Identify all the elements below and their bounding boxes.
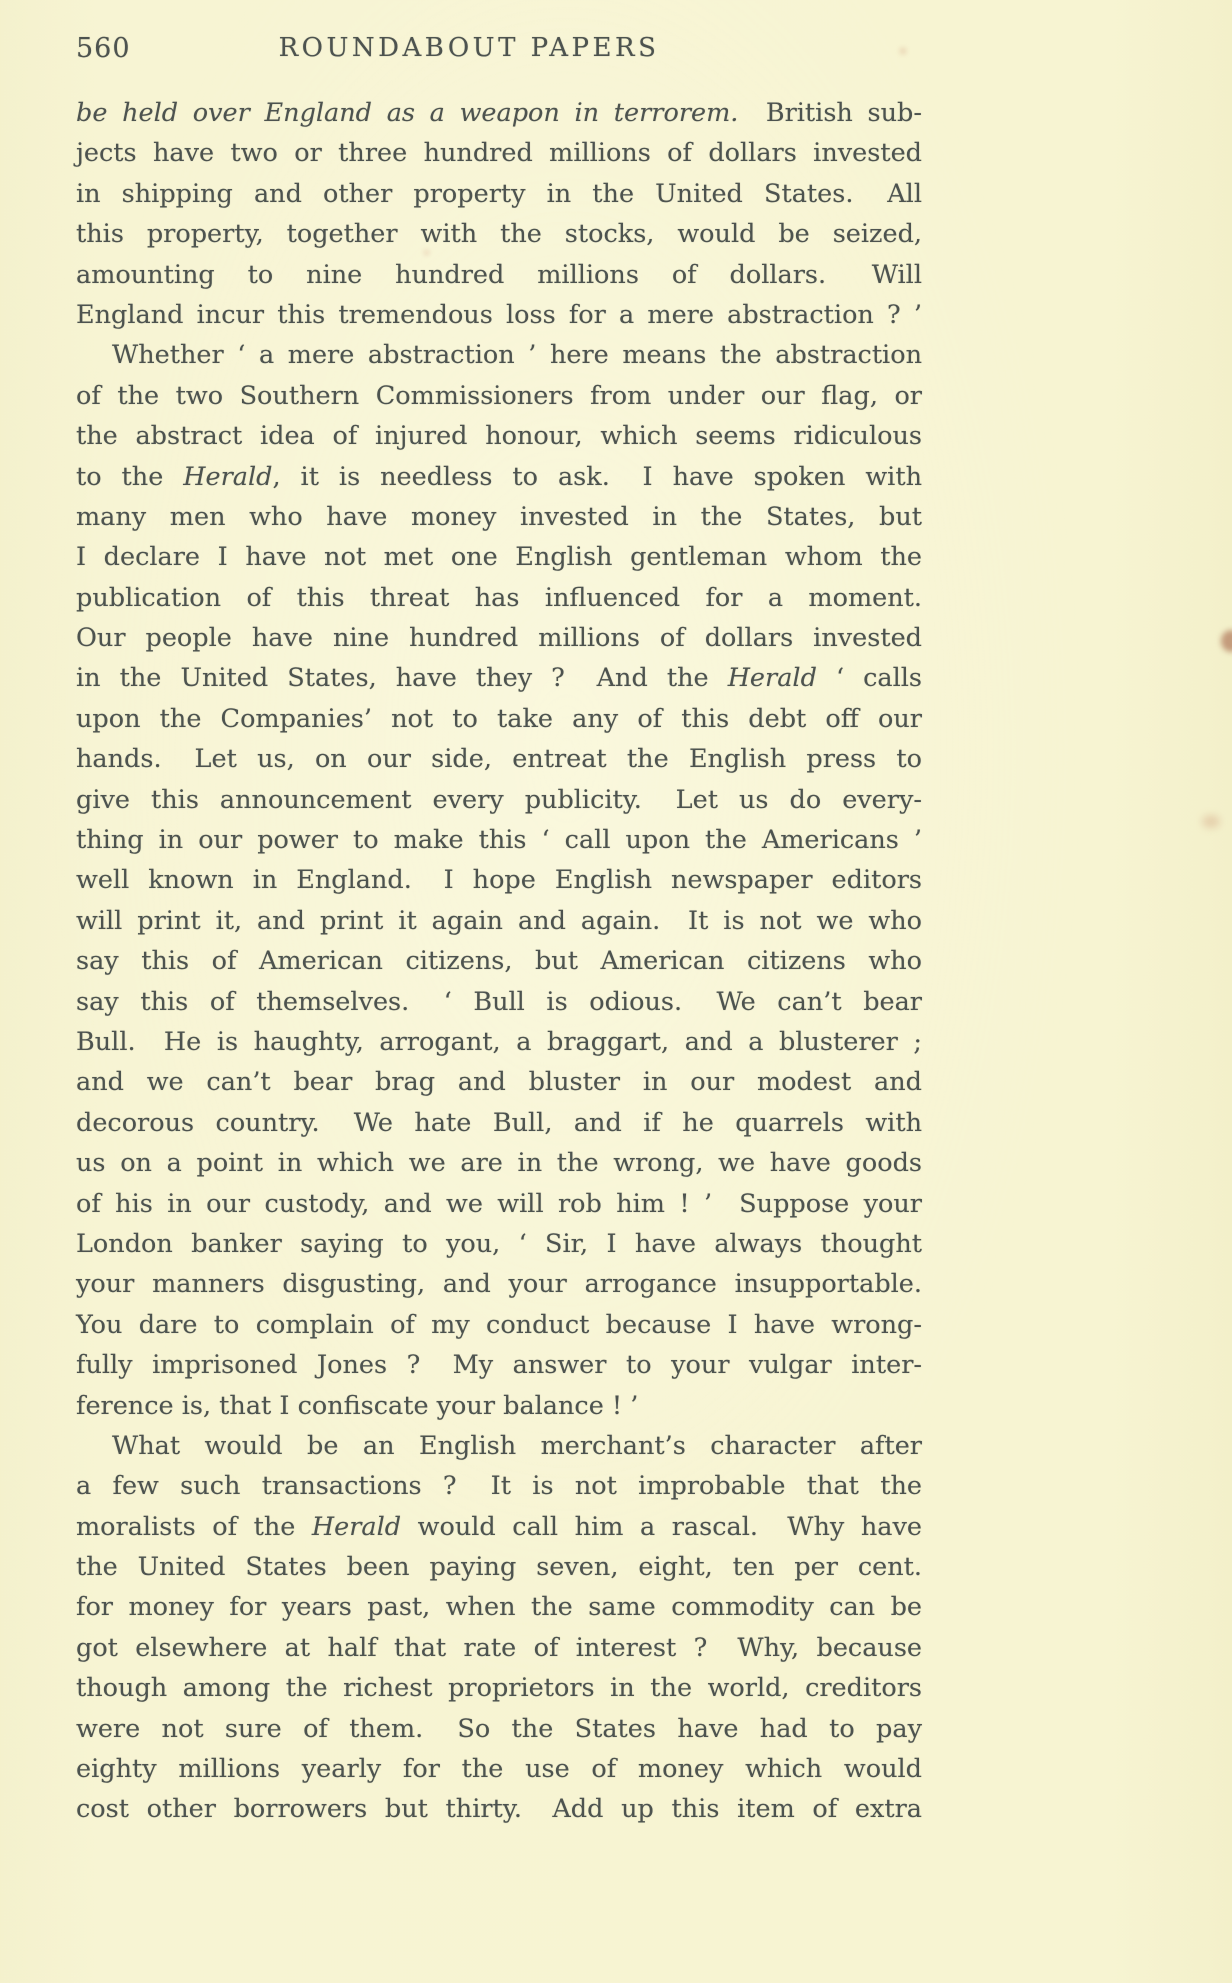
page-header	[76, 33, 922, 67]
text-segment: your manners disgusting, and your arrogance insupportable.	[76, 1269, 922, 1300]
text-segment: the abstract idea of injured honour, which seems ridiculous	[76, 421, 922, 452]
text-line	[76, 376, 922, 416]
text-segment: cost other borrowers but thirty. Add up this item of extra	[76, 1794, 922, 1825]
text-line	[76, 1749, 922, 1789]
text-line	[76, 457, 922, 497]
text-line	[76, 658, 922, 698]
text-segment: a few such transactions ? It is not improbable that the	[76, 1471, 922, 1502]
text-line	[76, 780, 922, 820]
text-segment: amounting to nine hundred millions of dollars. Will	[76, 259, 922, 290]
text-line	[76, 1062, 922, 1102]
text-segment: well known in England. I hope English newspaper editors	[76, 865, 922, 896]
text-segment: London banker saying to you, ‘ Sir, I have always thought	[76, 1228, 922, 1259]
running-title: ROUNDABOUT PAPERS	[278, 33, 660, 63]
text-line	[76, 739, 922, 779]
text-line	[76, 214, 922, 254]
italic-text: Herald	[727, 663, 817, 694]
text-line	[76, 1224, 922, 1264]
text-segment: Bull. He is haughty, arrogant, a braggart, and a blusterer ;	[76, 1026, 922, 1057]
text-segment: fully imprisoned Jones ? My answer to your vulgar inter-	[76, 1350, 922, 1381]
text-segment: eighty millions yearly for the use of money which would	[76, 1754, 922, 1785]
text-line	[76, 1184, 922, 1224]
text-line	[76, 860, 922, 900]
text-line	[76, 699, 922, 739]
text-line	[76, 1103, 922, 1143]
text-segment: to the	[76, 461, 184, 492]
text-segment: of the two Southern Commissioners from under our flag, or	[76, 380, 922, 411]
text-line	[76, 901, 922, 941]
text-segment: this property, together with the stocks, would be seized,	[76, 219, 922, 250]
italic-text: Herald	[183, 461, 273, 492]
paragraph	[76, 93, 922, 335]
text-block	[76, 93, 922, 1830]
text-line	[76, 1305, 922, 1345]
paragraph	[76, 1426, 922, 1830]
text-line	[76, 1628, 922, 1668]
text-line	[76, 1264, 922, 1304]
text-segment: jects have two or three hundred millions of dollars invested	[76, 138, 922, 169]
text-line	[76, 1547, 922, 1587]
text-line	[76, 1345, 922, 1385]
text-line	[76, 537, 922, 577]
page-number: 560	[76, 33, 131, 64]
text-segment: and we can’t bear brag and bluster in our modest and	[76, 1067, 922, 1098]
text-segment: British sub-	[738, 98, 922, 128]
text-line	[76, 1386, 922, 1426]
italic-text: be held over England as a weapon in terrorem.	[76, 98, 739, 128]
text-segment: , it is needless to ask. I have spoken with	[272, 461, 922, 492]
text-line	[76, 618, 922, 658]
text-segment: Our people have nine hundred millions of dollars invested	[76, 623, 922, 654]
text-line	[76, 941, 922, 981]
text-segment: publication of this threat has influenced for a moment.	[76, 582, 922, 613]
text-segment: upon the Companies’ not to take any of this debt off our	[76, 703, 922, 734]
text-line	[76, 1466, 922, 1506]
text-line	[76, 1789, 922, 1829]
text-line	[76, 1668, 922, 1708]
text-line	[76, 982, 922, 1022]
italic-text: Herald	[311, 1511, 402, 1542]
paragraph	[76, 335, 922, 1426]
text-segment: give this announcement every publicity. Let us do every-	[76, 784, 922, 815]
text-segment: many men who have money invested in the States, but	[76, 501, 922, 532]
text-segment: thing in our power to make this ‘ call upon the Americans ’	[76, 825, 922, 856]
text-line	[76, 133, 922, 173]
text-segment: decorous country. We hate Bull, and if he quarrels with	[76, 1107, 922, 1138]
text-line	[76, 255, 922, 295]
text-line	[76, 1709, 922, 1749]
text-line	[76, 416, 922, 456]
scan-speck	[1202, 815, 1220, 828]
text-line	[76, 93, 922, 133]
scan-speck	[1221, 630, 1232, 652]
text-segment: What would be an English merchant’s character after	[112, 1430, 922, 1461]
text-line	[76, 335, 922, 375]
text-segment: ‘ calls	[816, 663, 922, 694]
text-segment: hands. Let us, on our side, entreat the English press to	[76, 744, 922, 775]
text-segment: say this of American citizens, but American citizens who	[76, 946, 922, 977]
text-segment: the United States been paying seven, eight, ten per cent.	[76, 1552, 922, 1583]
text-line	[76, 820, 922, 860]
text-segment: though among the richest proprietors in the world, creditors	[76, 1673, 922, 1704]
text-segment: were not sure of them. So the States have had to pay	[76, 1713, 922, 1744]
text-segment: would call him a rascal. Why have	[401, 1511, 922, 1542]
text-segment: England incur this tremendous loss for a mere abstraction ? ’	[76, 299, 922, 330]
text-segment: Whether ‘ a mere abstraction ’ here means the abstraction	[112, 340, 922, 371]
text-line	[76, 295, 922, 335]
text-segment: in the United States, have they ? And the	[76, 663, 728, 694]
text-line	[76, 1507, 922, 1547]
text-line	[76, 578, 922, 618]
text-segment: I declare I have not met one English gentleman whom the	[76, 542, 922, 573]
text-segment: for money for years past, when the same commodity can be	[76, 1592, 922, 1623]
text-segment: You dare to complain of my conduct because I have wrong-	[76, 1309, 922, 1340]
text-segment: in shipping and other property in the United States. All	[76, 178, 922, 209]
text-segment: of his in our custody, and we will rob him ! ’ Suppose your	[76, 1188, 922, 1219]
text-line	[76, 1143, 922, 1183]
text-segment: ference is, that I confiscate your balance ! ’	[76, 1390, 639, 1421]
text-segment: got elsewhere at half that rate of interest ? Why, because	[76, 1632, 922, 1663]
text-line	[76, 174, 922, 214]
text-segment: us on a point in which we are in the wrong, we have goods	[76, 1148, 922, 1179]
text-line	[76, 1022, 922, 1062]
text-segment: will print it, and print it again and again. It is not we who	[76, 905, 922, 936]
text-line	[76, 497, 922, 537]
text-segment: say this of themselves. ‘ Bull is odious. We can’t bear	[76, 986, 922, 1017]
text-line	[76, 1587, 922, 1627]
text-line	[76, 1426, 922, 1466]
text-segment: moralists of the	[76, 1511, 312, 1542]
